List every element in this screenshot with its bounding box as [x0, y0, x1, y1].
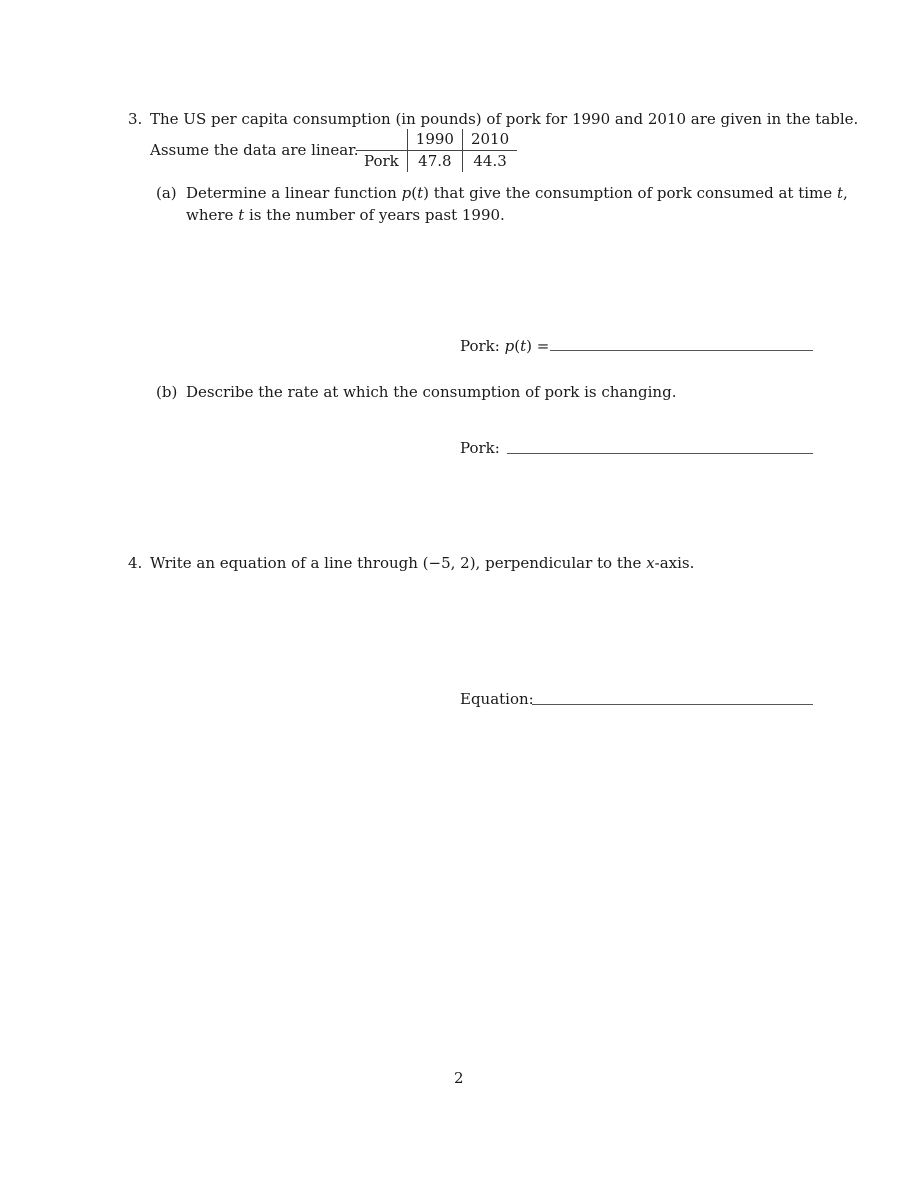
problem-3-number: 3.: [128, 110, 143, 128]
part-b-text: Describe the rate at which the consumption of pork is changing.: [186, 383, 677, 401]
part-a-answer-blank[interactable]: [550, 350, 813, 351]
problem-4-text: Write an equation of a line through (−5, 2), perpendicular to the x-axis.: [150, 554, 695, 572]
table-column-header: 1990: [407, 129, 462, 151]
table-row-label: Pork: [356, 151, 407, 173]
problem-3-assumption: Assume the data are linear.: [150, 141, 359, 159]
table-cell: 44.3: [473, 152, 507, 170]
part-a-text-line-1: Determine a linear function p(t) that give the consumption of pork consumed at time t,: [186, 184, 848, 202]
part-a-label: (a): [156, 184, 177, 202]
part-a-text-line-2: where t is the number of years past 1990.: [186, 206, 505, 224]
table-header-row: [356, 129, 517, 151]
part-b-answer-label: Pork:: [460, 439, 500, 457]
table-column-header: 2010: [462, 129, 517, 151]
problem-4-answer-label: Equation:: [460, 690, 534, 708]
table-cell: 47.8: [407, 151, 462, 173]
problem-3-intro: The US per capita consumption (in pounds) of pork for 1990 and 2010 are given in the table.: [150, 110, 859, 128]
page-number: 2: [454, 1069, 464, 1087]
problem-4-number: 4.: [128, 554, 143, 572]
part-b-answer-blank[interactable]: [507, 453, 813, 454]
problem-4-answer-blank[interactable]: [532, 704, 813, 705]
part-b-label: (b): [156, 383, 178, 401]
part-a-answer-label: Pork: p(t) =: [460, 337, 550, 355]
pork-consumption-table: [356, 129, 517, 172]
table-corner-cell: [356, 129, 407, 151]
table-row: [356, 151, 517, 173]
